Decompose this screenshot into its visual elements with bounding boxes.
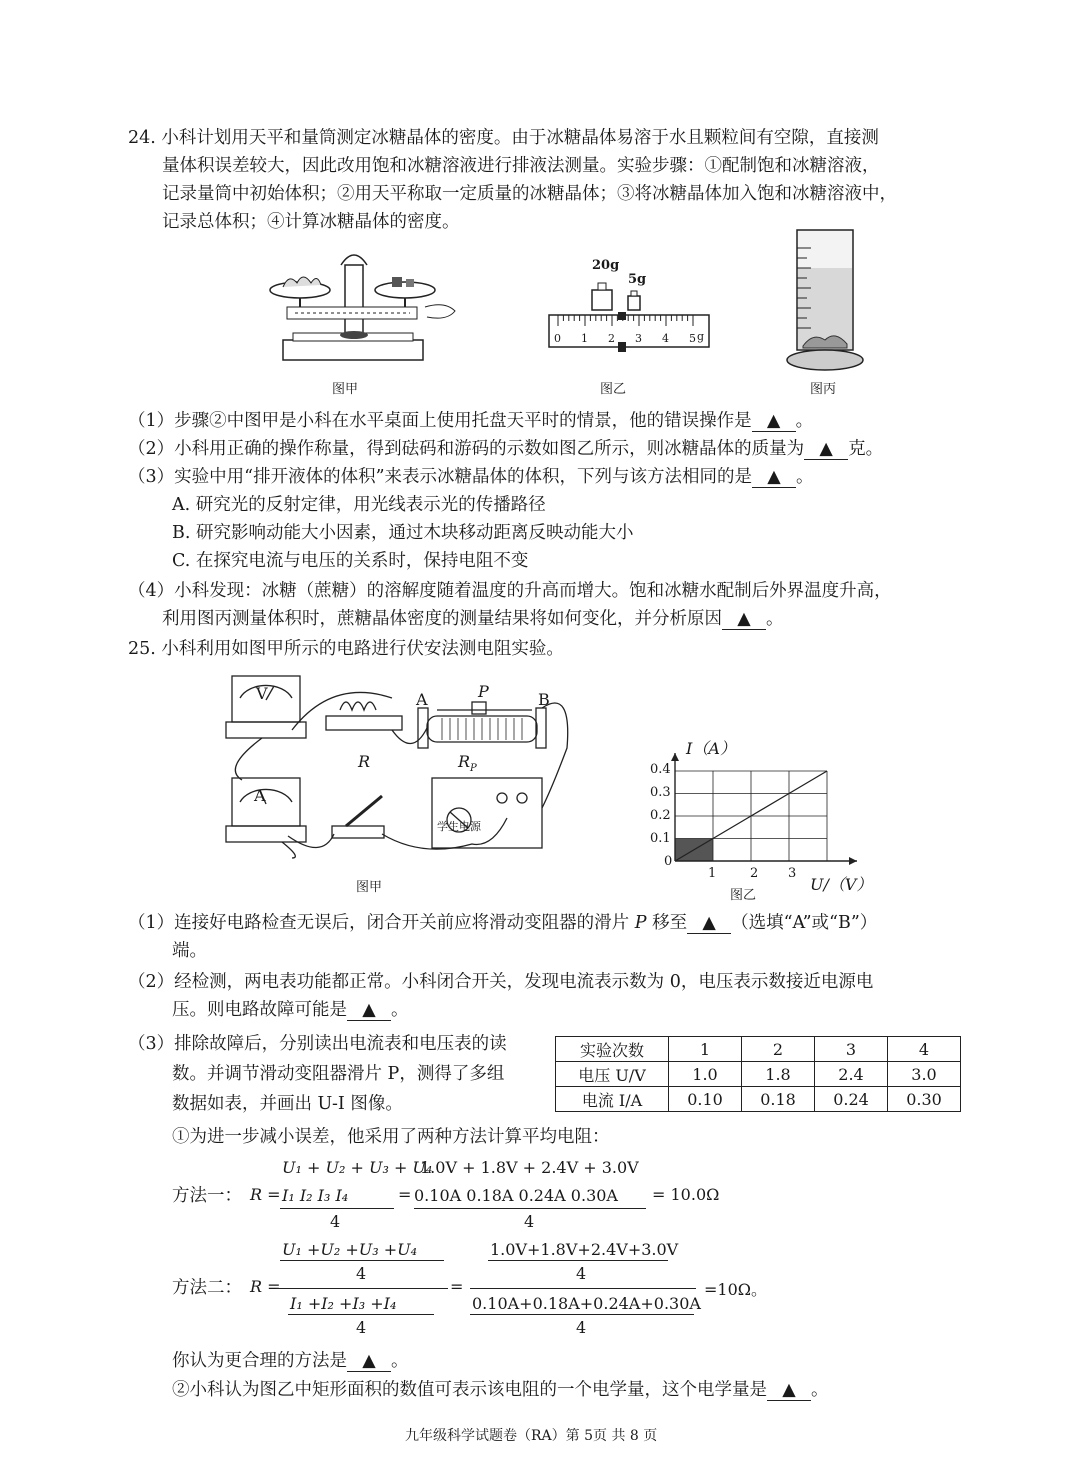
table-cell: 0.18 — [742, 1087, 815, 1112]
scale-tick-1: 1 — [581, 332, 588, 345]
q24-subq-2-text: （2）小科用正确的操作称量，得到砝码和游码的示数如图乙所示，则冰糖晶体的质量为 — [128, 439, 805, 459]
answer-blank[interactable]: ▲ — [804, 439, 848, 460]
q24-line-4: 记录总体积；④计算冰糖晶体的密度。 — [162, 212, 460, 232]
fig-caption-circuit: 图甲 — [356, 880, 383, 895]
q24-subq-2-end: 克。 — [848, 439, 884, 459]
method2-eq: = — [450, 1277, 464, 1296]
table-cell: 电流 I/A — [556, 1087, 669, 1112]
table-cell: 1.8 — [742, 1062, 815, 1087]
scale-tick-4: 4 — [662, 332, 669, 345]
method2-bar-d — [470, 1314, 694, 1315]
q24-subq-4-line-2 — [162, 606, 784, 632]
rheostat-label-sub: P — [470, 763, 477, 775]
method1-bar-2 — [414, 1208, 646, 1209]
answer-blank[interactable]: ▲ — [687, 913, 731, 934]
table-row — [556, 1087, 961, 1112]
y-tick-0.1: 0.1 — [650, 831, 671, 846]
method2-r: R = — [250, 1277, 281, 1296]
table-row — [556, 1062, 961, 1087]
x-tick-2: 2 — [750, 866, 759, 881]
method2-bar-a — [280, 1260, 444, 1261]
q25-subq-3-line-2: 数。并调节滑动变阻器滑片 P，测得了多组 — [172, 1064, 505, 1084]
x-axis-arrow-icon — [849, 857, 857, 865]
q25-subq-1-line-2: 端。 — [172, 941, 207, 961]
slider-p-label: P — [478, 682, 489, 701]
ask-2 — [172, 1377, 829, 1403]
scale-tick-0: 0 — [554, 332, 561, 345]
graph-xlabel — [810, 872, 872, 895]
q24-subq-1 — [128, 408, 813, 434]
ask-1-end: 。 — [391, 1351, 409, 1371]
method1-num-sym: U₁ + U₂ + U₃ + U₄ — [282, 1158, 433, 1177]
page-footer: 九年级科学试题卷（RA）第 5页 共 8 页 — [405, 1428, 658, 1444]
data-table — [555, 1036, 961, 1112]
q24-subq-1-end: 。 — [795, 411, 814, 431]
method2-bar-main-2 — [470, 1288, 696, 1289]
answer-blank[interactable]: ▲ — [347, 1000, 391, 1021]
method2-num-val: 1.0V+1.8V+2.4V+3.0V — [490, 1240, 679, 1259]
method1-den-val: 0.10A 0.18A 0.24A 0.30A — [414, 1186, 618, 1205]
method1-den-sym: I₁ I₂ I₃ I₄ — [282, 1186, 349, 1205]
rider-scale — [548, 312, 710, 354]
method2-four-d: 4 — [576, 1318, 587, 1337]
fig-caption-graph: 图乙 — [730, 888, 757, 903]
balance-figure — [265, 245, 465, 375]
q25-subq-1-end: （选填“A”或“B”） — [731, 913, 878, 933]
fig-caption-yi: 图乙 — [600, 382, 627, 397]
method2-bar-c — [488, 1260, 668, 1261]
q24-line-3: 记录量筒中初始体积；②用天平称取一定质量的冰糖晶体；③将冰糖晶体加入饱和冰糖溶液中， — [162, 184, 897, 204]
option-b: B. 研究影响动能大小因素，通过木块移动距离反映动能大小 — [172, 523, 634, 543]
answer-blank[interactable]: ▲ — [347, 1351, 391, 1372]
rheostat-label-main: R — [458, 752, 471, 771]
table-cell: 2.4 — [815, 1062, 888, 1087]
rheostat-label — [458, 752, 477, 774]
resistor-r-label: R — [358, 752, 371, 771]
q25-subq-3-line-3: 数据如表，并画出 U-I 图像。 — [172, 1094, 403, 1114]
table-cell: 0.30 — [888, 1087, 961, 1112]
q25-subq-2-end: 。 — [391, 1000, 409, 1020]
option-a: A. 研究光的反射定律，用光线表示光的传播路径 — [172, 495, 546, 515]
q24-line-1: 24. 小科计划用天平和量筒测定冰糖晶体的密度。由于冰糖晶体易溶于水且颗粒间有空隙，直接测 — [128, 128, 879, 148]
answer-blank[interactable]: ▲ — [767, 1380, 811, 1401]
q25-subq-1-text: （1）连接好电路检查无误后，闭合开关前应将滑动变阻器的滑片 — [128, 913, 630, 933]
weight-5g-label: 5g — [628, 272, 647, 287]
scale-tick-3: 3 — [635, 332, 642, 345]
method2-bar-b — [288, 1314, 434, 1315]
method1-num-val: 1.0V + 1.8V + 2.4V + 3.0V — [420, 1158, 639, 1177]
y-tick-0: 0 — [664, 854, 673, 869]
ask-1 — [172, 1348, 409, 1374]
q24-line-2: 量体积误差较大，因此改用饱和冰糖溶液进行排液法测量。实验步骤：①配制饱和冰糖溶液， — [162, 156, 880, 176]
ui-graph — [640, 735, 860, 885]
method1-result: = 10.0Ω — [652, 1185, 720, 1204]
method1-eq: = — [398, 1185, 412, 1204]
q24-subq-4-line-1: （4）小科发现：冰糖（蔗糖）的溶解度随着温度的升高而增大。饱和冰糖水配制后外界温度升高， — [128, 581, 892, 601]
answer-blank[interactable]: ▲ — [722, 609, 766, 630]
ask-2-text: ②小科认为图乙中矩形面积的数值可表示该电阻的一个电学量，这个电学量是 — [172, 1380, 767, 1400]
table-cell: 0.24 — [815, 1087, 888, 1112]
fig-caption-bing: 图丙 — [810, 382, 837, 397]
method1-div-1: 4 — [330, 1212, 341, 1231]
method2-den-val: 0.10A+0.18A+0.24A+0.30A — [472, 1294, 701, 1313]
method2-label: 方法二： — [172, 1278, 242, 1298]
terminal-b-label: B — [538, 690, 550, 709]
ask-2-end: 。 — [811, 1380, 829, 1400]
q24-subq-3 — [128, 464, 814, 490]
fig-caption-jia: 图甲 — [332, 382, 359, 397]
method2-bar-main-1 — [276, 1288, 448, 1289]
x-tick-3: 3 — [788, 866, 797, 881]
q24-subq-2 — [128, 436, 883, 462]
voltmeter-label: V — [256, 684, 268, 703]
answer-blank[interactable]: ▲ — [752, 467, 796, 488]
table-cell: 3 — [815, 1037, 888, 1062]
method2-result: =10Ω。 — [704, 1280, 768, 1299]
terminal-a-label: A — [416, 690, 428, 709]
table-cell: 实验次数 — [556, 1037, 669, 1062]
option-c: C. 在探究电流与电压的关系时，保持电阻不变 — [172, 551, 529, 571]
table-cell: 3.0 — [888, 1062, 961, 1087]
weights-icon — [588, 280, 648, 312]
q24-subq-1-text: （1）步骤②中图甲是小科在水平桌面上使用托盘天平时的情景，他的错误操作是 — [128, 411, 752, 431]
q25-subq-2-line-2 — [172, 997, 409, 1023]
table-cell: 4 — [888, 1037, 961, 1062]
q25-subq-2-text: 压。则电路故障可能是 — [172, 1000, 347, 1020]
q25-subq-3-line-1: （3）排除故障后，分别读出电流表和电压表的读 — [128, 1034, 507, 1054]
method2-four-b: 4 — [356, 1318, 367, 1337]
q24-subq-4-end: 。 — [766, 609, 784, 629]
table-cell: 2 — [742, 1037, 815, 1062]
method2-den-sym: I₁ +I₂ +I₃ +I₄ — [290, 1294, 397, 1313]
scale-tick-2: 2 — [608, 332, 615, 345]
y-tick-0.2: 0.2 — [650, 808, 671, 823]
q24-subq-3-text: （3）实验中用“排开液体的体积”来表示冰糖晶体的体积，下列与该方法相同的是 — [128, 467, 753, 487]
q25-subq-1 — [128, 910, 877, 936]
scale-unit: g — [697, 330, 705, 343]
q25-intro: 25. 小科利用如图甲所示的电路进行伏安法测电阻实验。 — [128, 639, 564, 659]
table-row — [556, 1037, 961, 1062]
weight-20g-label: 20g — [592, 258, 620, 273]
method2-four-c: 4 — [576, 1264, 587, 1283]
q25-subq-1-p: P — [634, 913, 647, 933]
answer-blank[interactable]: ▲ — [752, 411, 796, 432]
graduated-cylinder — [785, 228, 865, 373]
circuit-figure — [222, 668, 592, 868]
y-tick-0.3: 0.3 — [650, 785, 671, 800]
y-axis-arrow-icon — [671, 753, 679, 761]
table-cell: 1 — [669, 1037, 742, 1062]
table-cell: 0.10 — [669, 1087, 742, 1112]
table-cell: 1.0 — [669, 1062, 742, 1087]
method1-r: R = — [250, 1185, 281, 1204]
method-intro: ①为进一步减小误差，他采用了两种方法计算平均电阻： — [172, 1127, 610, 1147]
graph-ylabel — [686, 736, 736, 759]
method1-div-2: 4 — [524, 1212, 535, 1231]
graph-xlabel-text: U/（V） — [810, 875, 873, 894]
q24-subq-4-text: 利用图丙测量体积时，蔗糖晶体密度的测量结果将如何变化，并分析原因 — [162, 609, 722, 629]
power-supply-label: 学生电源 — [437, 820, 481, 833]
method2-four-a: 4 — [356, 1264, 367, 1283]
graph-ylabel-text: I（A） — [686, 739, 736, 758]
method2-num-sym: U₁ +U₂ +U₃ +U₄ — [282, 1240, 418, 1259]
q24-subq-3-end: 。 — [796, 467, 814, 487]
x-tick-1: 1 — [708, 866, 717, 881]
y-tick-0.4: 0.4 — [650, 762, 671, 777]
method1-bar-1 — [280, 1208, 394, 1209]
scale-tick-5: 5 — [689, 332, 696, 345]
ask-1-text: 你认为更合理的方法是 — [172, 1351, 347, 1371]
q25-subq-2-line-1: （2）经检测，两电表功能都正常。小科闭合开关，发现电流表示数为 0，电压表示数接近电源电 — [128, 972, 874, 992]
q25-subq-1-mid: 移至 — [652, 913, 688, 933]
table-cell: 电压 U/V — [556, 1062, 669, 1087]
ammeter-label: A — [254, 786, 266, 805]
method1-label: 方法一： — [172, 1186, 242, 1206]
